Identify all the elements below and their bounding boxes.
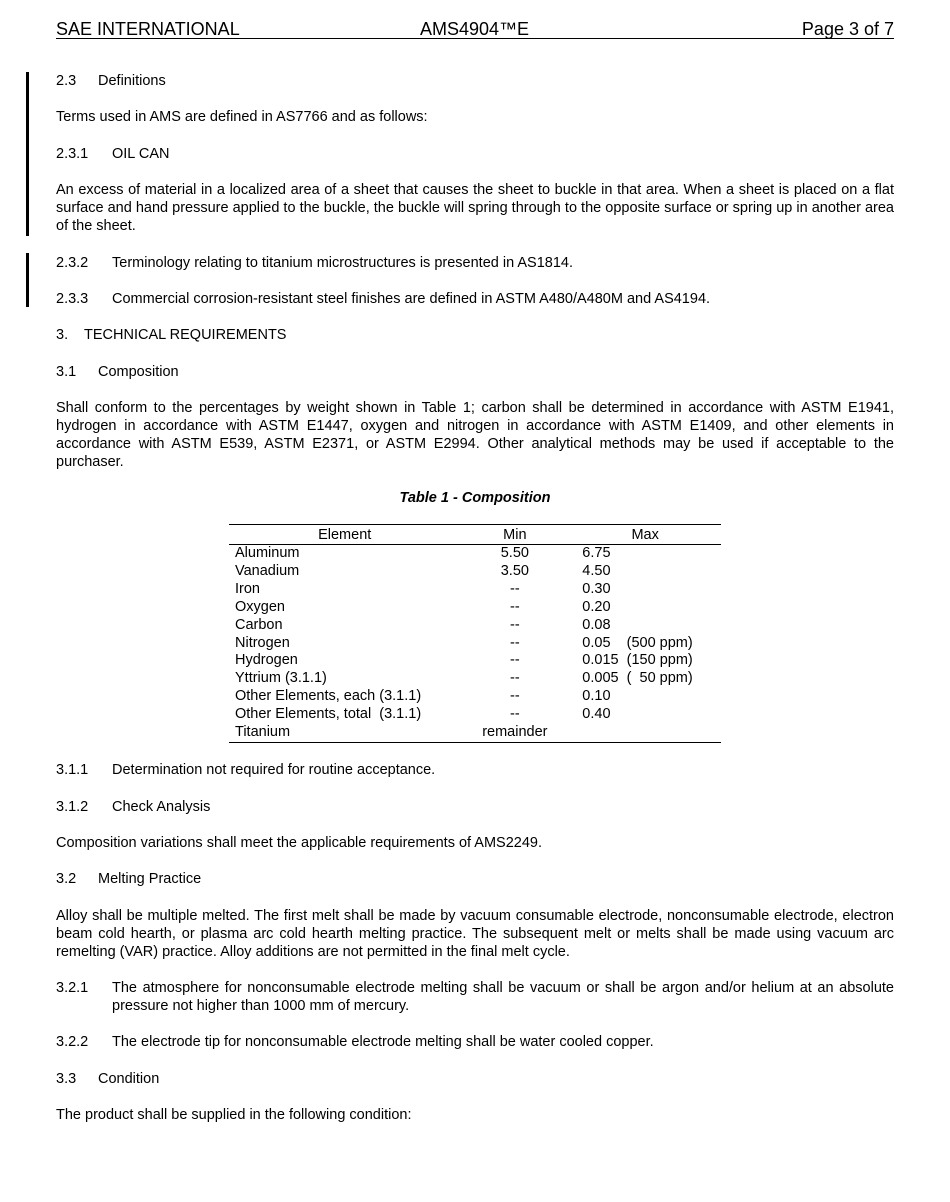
composition-table — [229, 524, 721, 743]
table-row — [229, 706, 721, 724]
page-header — [56, 16, 894, 39]
section-2-3-3 — [56, 290, 894, 308]
table-row — [229, 652, 721, 670]
section-text: The electrode tip for nonconsumable electrode melting shall be water cooled copper. — [112, 1034, 654, 1050]
cell-element: Other Elements, total (3.1.1) — [235, 706, 422, 723]
cell-element: Other Elements, each (3.1.1) — [235, 688, 422, 705]
cell-element: Vanadium — [235, 562, 300, 579]
section-number: 3.1.2 — [56, 799, 89, 815]
table-row — [229, 617, 721, 635]
composition-paragraph: Shall conform to the percentages by weight shown in Table 1; carbon shall be determined in accordance with ASTM E1941, hydrogen in accordance with ASTM E1447, oxygen and nitrogen in accordance with ASTM E1409, and other elements in accordance with ASTM E539, ASTM E2371, or ASTM E2994. Other analytical methods may be used if acceptable to the purchaser. — [56, 400, 894, 470]
table-row — [229, 670, 721, 688]
section-3-1-1 — [56, 761, 894, 779]
cell-max: 0.05 (500 ppm) — [582, 634, 693, 651]
section-title: TECHNICAL REQUIREMENTS — [84, 327, 287, 343]
cell-element: Nitrogen — [235, 634, 290, 651]
section-title: Melting Practice — [98, 871, 202, 887]
section-heading-3-1 — [56, 363, 894, 381]
cell-min: remainder — [482, 724, 548, 741]
table-row — [229, 688, 721, 706]
cell-max: 0.30 — [582, 580, 611, 597]
cell-max: 0.08 — [582, 616, 611, 633]
section-title: Condition — [98, 1071, 160, 1087]
column-header-max: Max — [569, 525, 721, 545]
section-number: 3.2.2 — [56, 1034, 89, 1050]
section-heading-3-3 — [56, 1070, 894, 1088]
melting-practice-paragraph: Alloy shall be multiple melted. The first melt shall be made by vacuum consumable electrode, nonconsumable electrode, electron beam cold hearth, or plasma arc cold hearth melting practice. The subsequent melt or melts shall be made using vacuum arc remelting (VAR) practice. Alloy additions are not permitted in the final melt cycle. — [56, 908, 894, 960]
table-caption: Table 1 - Composition — [399, 490, 551, 506]
cell-min: -- — [510, 634, 520, 651]
section-heading-2-3-1 — [56, 145, 894, 163]
section-title: Check Analysis — [112, 799, 211, 815]
table-row — [229, 545, 721, 563]
cell-min: -- — [510, 580, 520, 597]
column-header-min: Min — [460, 525, 569, 545]
cell-element: Hydrogen — [235, 652, 298, 669]
section-2-3-2 — [56, 254, 894, 272]
table-row — [229, 581, 721, 599]
section-text: The atmosphere for nonconsumable electrode melting shall be vacuum or shall be argon and/or helium at an absolute pressure not higher than 1000 mm of mercury. — [112, 980, 894, 1014]
table-header-row — [229, 525, 721, 545]
section-heading-3-2 — [56, 870, 894, 888]
cell-element: Oxygen — [235, 598, 285, 615]
cell-element: Iron — [235, 580, 260, 597]
section-text: Commercial corrosion-resistant steel finishes are defined in ASTM A480/A480M and AS4194. — [112, 291, 711, 307]
section-number: 2.3 — [56, 73, 77, 89]
terms-intro: Terms used in AMS are defined in AS7766 and as follows: — [56, 109, 428, 125]
cell-min: -- — [510, 598, 520, 615]
header-page-number: Page 3 of 7 — [801, 19, 894, 39]
table-row — [229, 599, 721, 617]
section-number: 3.1.1 — [56, 762, 89, 778]
header-doc-id: AMS4904™E — [420, 19, 530, 39]
cell-min: 5.50 — [500, 545, 529, 561]
section-number: 3. — [56, 327, 69, 343]
cell-min: -- — [510, 652, 520, 669]
table-row — [229, 635, 721, 653]
cell-max: 6.75 — [582, 545, 611, 561]
section-number: 3.2.1 — [56, 980, 89, 996]
cell-min: -- — [510, 706, 520, 723]
section-title: Definitions — [98, 73, 166, 89]
oil-can-definition: An excess of material in a localized area of a sheet that causes the sheet to buckle in that area. When a sheet is placed on a flat surface and hand pressure applied to the buckle, the buckle will spring through to the opposite surface or spring up in another area of the sheet. — [56, 182, 894, 234]
change-bar — [26, 72, 29, 236]
header-org: SAE INTERNATIONAL — [56, 19, 240, 39]
cell-max: 0.015 (150 ppm) — [582, 652, 693, 669]
cell-max: 0.40 — [582, 706, 611, 723]
section-heading-3 — [56, 326, 894, 344]
check-analysis-paragraph: Composition variations shall meet the applicable requirements of AMS2249. — [56, 835, 543, 851]
section-3-2-1 — [56, 979, 894, 1015]
change-bar — [26, 253, 29, 307]
cell-min: -- — [510, 688, 520, 705]
section-number: 3.2 — [56, 871, 77, 887]
cell-min: -- — [510, 670, 520, 687]
cell-element: Carbon — [235, 616, 283, 633]
cell-max: 4.50 — [582, 562, 611, 579]
table-row — [229, 724, 721, 742]
cell-element: Yttrium (3.1.1) — [235, 670, 327, 687]
column-header-element: Element — [229, 525, 460, 545]
table-row — [229, 563, 721, 581]
section-number: 3.3 — [56, 1071, 77, 1087]
cell-max: 0.20 — [582, 598, 611, 615]
section-number: 2.3.1 — [56, 146, 89, 162]
cell-element: Titanium — [235, 724, 291, 741]
cell-max: 0.10 — [582, 688, 611, 705]
cell-min: -- — [510, 616, 520, 633]
section-number: 3.1 — [56, 364, 77, 380]
cell-max — [569, 724, 721, 742]
section-title: Composition — [98, 364, 179, 380]
cell-element: Aluminum — [235, 545, 300, 561]
section-text: Terminology relating to titanium microstructures is presented in AS1814. — [112, 255, 573, 271]
section-title: OIL CAN — [112, 146, 170, 162]
section-number: 2.3.3 — [56, 291, 89, 307]
condition-paragraph: The product shall be supplied in the following condition: — [56, 1107, 412, 1123]
section-3-2-2 — [56, 1033, 894, 1051]
cell-min: 3.50 — [500, 562, 529, 579]
section-heading-3-1-2 — [56, 798, 894, 816]
section-text: Determination not required for routine acceptance. — [112, 762, 436, 778]
cell-max: 0.005 ( 50 ppm) — [582, 670, 693, 687]
section-heading-2-3 — [56, 72, 894, 90]
section-number: 2.3.2 — [56, 255, 89, 271]
